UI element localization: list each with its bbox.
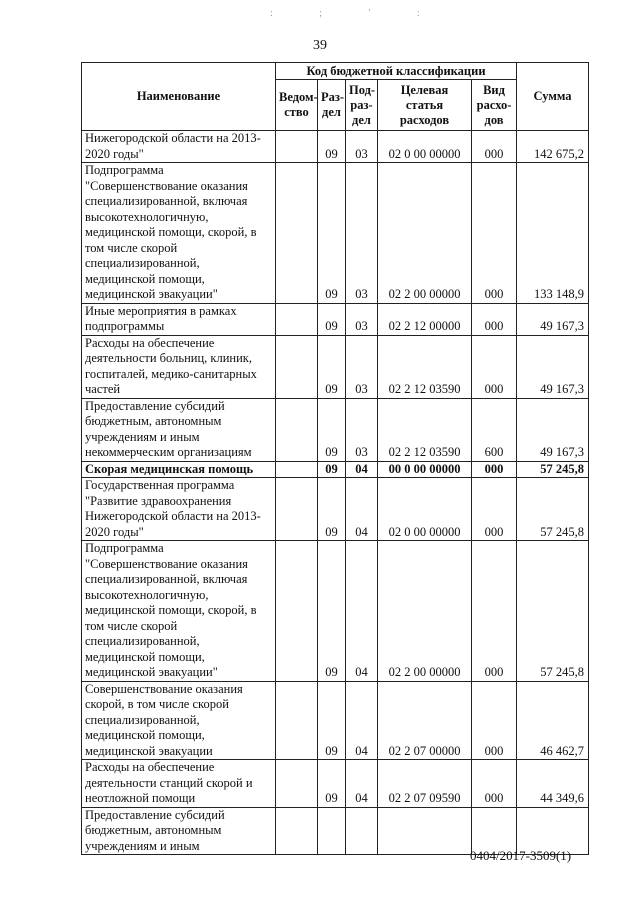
row-target-article: 02 2 00 00000	[378, 163, 472, 304]
row-target-article: 02 2 12 03590	[378, 335, 472, 398]
row-section: 09	[318, 303, 346, 335]
row-expense-type: 000	[472, 541, 517, 682]
row-name: Нижегородской области на 2013-2020 годы"	[82, 131, 276, 163]
header-sum: Сумма	[517, 63, 589, 131]
header-budget-code: Код бюджетной классификации	[276, 63, 517, 80]
row-department	[276, 541, 318, 682]
row-section: 09	[318, 131, 346, 163]
table-row	[82, 760, 589, 808]
row-section: 09	[318, 541, 346, 682]
header-subsection: Под-раз-дел	[346, 80, 378, 131]
row-department	[276, 303, 318, 335]
row-section: 09	[318, 163, 346, 304]
row-department	[276, 398, 318, 461]
row-expense-type: 000	[472, 335, 517, 398]
row-department	[276, 131, 318, 163]
row-name: Подпрограмма "Совершенствование оказания специализированной, включая высокотехнологичную, медицинской помощи, скорой, в том числе скорой специализированной, медицинской помощи, медицинской эвакуации"	[82, 163, 276, 304]
row-subsection: 03	[346, 303, 378, 335]
row-target-article: 02 2 07 09590	[378, 760, 472, 808]
header-row-top	[82, 63, 589, 80]
table-body	[82, 131, 589, 855]
row-subsection: 03	[346, 398, 378, 461]
table-row	[82, 478, 589, 541]
row-sum: 49 167,3	[517, 335, 589, 398]
row-subsection: 03	[346, 163, 378, 304]
row-section: 09	[318, 461, 346, 478]
header-expense-type: Вид расхо-дов	[472, 80, 517, 131]
header-target-article: Целевая статья расходов	[378, 80, 472, 131]
row-name: Расходы на обеспечение деятельности больниц, клиник, госпиталей, медико-санитарных частей	[82, 335, 276, 398]
row-target-article: 02 2 00 00000	[378, 541, 472, 682]
table-row	[82, 131, 589, 163]
header-department: Ведом-ство	[276, 80, 318, 131]
header-name: Наименование	[82, 63, 276, 131]
row-name: Скорая медицинская помощь	[82, 461, 276, 478]
row-target-article: 02 0 00 00000	[378, 478, 472, 541]
row-department	[276, 807, 318, 855]
page-number: 39	[313, 38, 327, 53]
header-section: Раз-дел	[318, 80, 346, 131]
row-section: 09	[318, 335, 346, 398]
row-subsection: 04	[346, 478, 378, 541]
row-name: Государственная программа "Развитие здравоохранения Нижегородской области на 2013-2020 годы"	[82, 478, 276, 541]
row-expense-type: 000	[472, 478, 517, 541]
row-section	[318, 807, 346, 855]
row-subsection: 04	[346, 541, 378, 682]
row-subsection: 04	[346, 681, 378, 760]
row-expense-type: 000	[472, 681, 517, 760]
row-target-article: 02 2 12 03590	[378, 398, 472, 461]
row-name: Иные мероприятия в рамках подпрограммы	[82, 303, 276, 335]
row-sum: 57 245,8	[517, 478, 589, 541]
row-department	[276, 681, 318, 760]
row-target-article: 02 2 07 00000	[378, 681, 472, 760]
row-department	[276, 335, 318, 398]
row-subsection	[346, 807, 378, 855]
row-expense-type: 000	[472, 461, 517, 478]
row-name: Подпрограмма "Совершенствование оказания специализированной, включая высокотехнологичную, медицинской помощи, скорой, в том числе скорой специализированной, медицинской помощи, медицинской эвакуации"	[82, 541, 276, 682]
row-department	[276, 760, 318, 808]
table-row	[82, 461, 589, 478]
row-expense-type: 600	[472, 398, 517, 461]
row-target-article	[378, 807, 472, 855]
row-sum: 46 462,7	[517, 681, 589, 760]
row-department	[276, 461, 318, 478]
row-section: 09	[318, 478, 346, 541]
row-expense-type: 000	[472, 131, 517, 163]
row-department	[276, 478, 318, 541]
table-row	[82, 541, 589, 682]
table-row	[82, 681, 589, 760]
table-row	[82, 335, 589, 398]
row-subsection: 03	[346, 335, 378, 398]
scan-marks: : ; ' :	[270, 8, 442, 19]
row-subsection: 03	[346, 131, 378, 163]
row-subsection: 04	[346, 760, 378, 808]
row-sum: 133 148,9	[517, 163, 589, 304]
row-section: 09	[318, 681, 346, 760]
row-sum: 49 167,3	[517, 398, 589, 461]
row-section: 09	[318, 760, 346, 808]
row-expense-type: 000	[472, 760, 517, 808]
row-sum: 57 245,8	[517, 541, 589, 682]
row-expense-type: 000	[472, 163, 517, 304]
row-name: Предоставление субсидий бюджетным, автономным учреждениям и иным	[82, 807, 276, 855]
row-sum: 57 245,8	[517, 461, 589, 478]
table-row	[82, 398, 589, 461]
row-sum: 44 349,6	[517, 760, 589, 808]
table-row	[82, 303, 589, 335]
row-department	[276, 163, 318, 304]
row-name: Совершенствование оказания скорой, в том числе скорой специализированной, медицинской помощи, медицинской эвакуации	[82, 681, 276, 760]
row-sum: 142 675,2	[517, 131, 589, 163]
row-target-article: 00 0 00 00000	[378, 461, 472, 478]
row-section: 09	[318, 398, 346, 461]
row-name: Расходы на обеспечение деятельности станций скорой и неотложной помощи	[82, 760, 276, 808]
budget-table	[81, 62, 589, 855]
row-expense-type: 000	[472, 303, 517, 335]
row-subsection: 04	[346, 461, 378, 478]
row-target-article: 02 2 12 00000	[378, 303, 472, 335]
row-name: Предоставление субсидий бюджетным, автономным учреждениям и иным некоммерческим организациям	[82, 398, 276, 461]
table-row	[82, 163, 589, 304]
document-code: 0404/2017-3509(1)	[470, 848, 572, 863]
row-target-article: 02 0 00 00000	[378, 131, 472, 163]
row-sum: 49 167,3	[517, 303, 589, 335]
